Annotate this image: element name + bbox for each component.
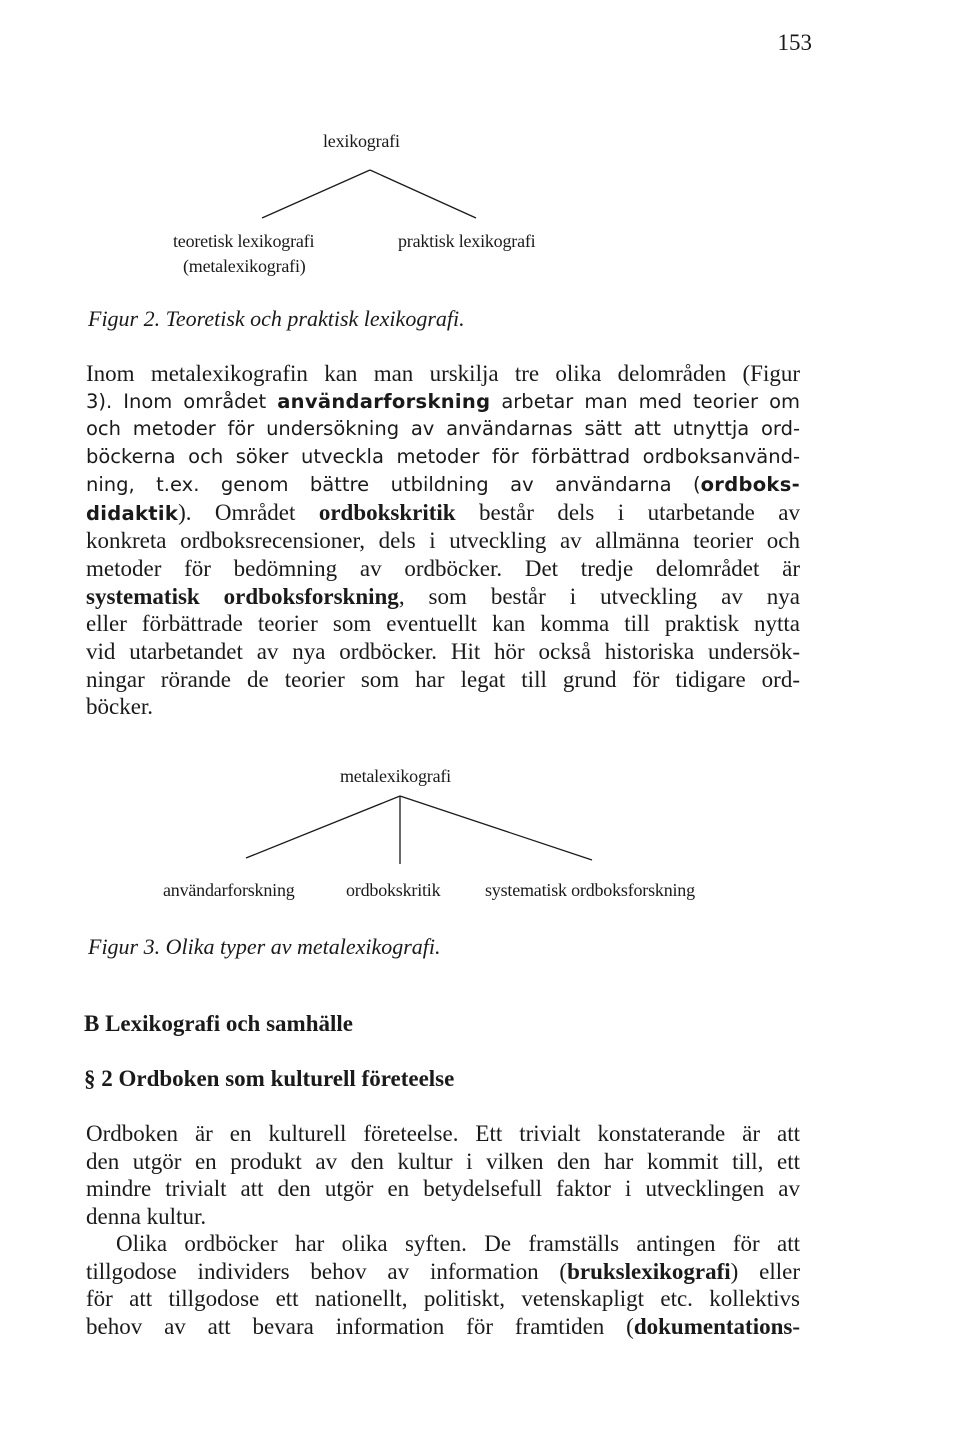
term-brukslexikografi: brukslexikografi (567, 1258, 731, 1284)
p1-line2c: arbetar man med teorier om (490, 389, 800, 413)
term-ordboks: ordboks- (700, 472, 800, 496)
p1-line11: vid utarbetandet av nya ordböcker. Hit hör också historiska undersök- (86, 639, 800, 665)
paragraph-syften (86, 1230, 800, 1341)
figure2-root: lexikografi (323, 131, 400, 151)
figure2-left-child: teoretisk lexikografi (173, 231, 315, 251)
p2-line4: denna kultur. (86, 1204, 207, 1230)
p1-line6b: ). Området (178, 499, 319, 525)
p2-line1: Ordboken är en kulturell företeelse. Ett trivialt konstaterande är att (86, 1121, 800, 1146)
section-b-heading: B Lexikografi och samhälle (84, 1011, 353, 1036)
p1-line8: metoder för bedömning av ordböcker. Det tredje delområdet är (86, 555, 800, 581)
term-anvandarforskning: användarforskning (277, 389, 491, 413)
p1-line2a: 3). Inom området (86, 389, 278, 413)
p1-line13: böcker. (86, 694, 154, 720)
figure2-caption: Figur 2. Teoretisk och praktisk lexikografi. (88, 306, 465, 331)
figure2-right-child: praktisk lexikografi (398, 231, 536, 251)
paragraph-kulturell (86, 1120, 800, 1231)
p3-line4a: behov av att bevara information för framtiden ( (86, 1314, 634, 1340)
p1-line4: böckerna och söker utveckla metoder för förbättrad ordboksanvänd- (86, 445, 800, 469)
p1-line7: konkreta ordboksrecensioner, dels i utveckling av allmänna teorier och (86, 528, 800, 554)
figure3-branch-left (246, 796, 400, 858)
figure3-child-systematisk: systematisk ordboksforskning (485, 880, 695, 900)
figure3-child-anvandarforskning: användarforskning (163, 880, 295, 900)
page-number: 153 (777, 30, 812, 55)
term-didaktik: didaktik (86, 501, 179, 525)
term-systematisk-ordboksforskning: systematisk ordboksforskning (86, 583, 399, 609)
p3-line2a: tillgodose individers behov av information ( (86, 1258, 568, 1284)
figure3-root: metalexikografi (340, 766, 451, 786)
term-ordbokskritik: ordbokskritik (318, 499, 456, 525)
p1-line6d: består dels i utarbetande av (455, 499, 800, 525)
term-dokumentations: dokumentations- (633, 1314, 800, 1340)
section-2-heading: § 2 Ordboken som kulturell företeelse (84, 1066, 455, 1091)
p1-line3: och metoder för undersökning av användarnas sätt att utnyttja ord- (86, 417, 800, 441)
p1-line9b: , som består i utveckling av nya (398, 583, 801, 609)
p2-line3: mindre trivialt att den utgör en betydelsefull faktor i utvecklingen av (86, 1176, 800, 1202)
p3-line2c: ) eller (730, 1258, 801, 1284)
figure2-left-child-sub: (metalexikografi) (183, 256, 306, 276)
figure3-branch-right (400, 796, 592, 860)
p1-line1: Inom metalexikografin kan man urskilja tre olika delområden (Figur (86, 361, 800, 386)
p3-line1: Olika ordböcker har olika syften. De framställs antingen för att (116, 1231, 800, 1256)
p1-line10: eller förbättrade teorier som eventuellt kan komma till praktisk nytta (86, 611, 800, 637)
p2-line2: den utgör en produkt av den kultur i vilken den har kommit till, ett (86, 1148, 800, 1174)
figure3-caption: Figur 3. Olika typer av metalexikografi. (88, 934, 441, 959)
p1-line12: ningar rörande de teorier som har legat till grund för tidigare ord- (86, 666, 800, 692)
p1-line5a: ning, t.ex. genom bättre utbildning av användarna ( (86, 472, 701, 496)
figure3-child-ordbokskritik: ordbokskritik (346, 880, 441, 900)
p3-line3: för att tillgodose ett nationellt, politiskt, vetenskapligt etc. kollektivs (86, 1286, 800, 1312)
